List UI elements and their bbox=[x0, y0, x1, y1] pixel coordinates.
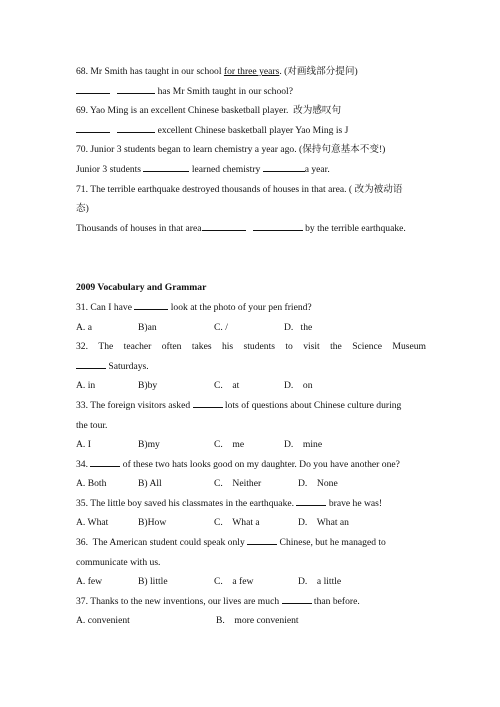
answer-blank bbox=[202, 221, 246, 231]
options-row bbox=[76, 513, 426, 533]
option-d: D. on bbox=[284, 380, 313, 392]
stem-word: Science bbox=[352, 341, 383, 353]
q68-instruction: . (对画线部分提问) bbox=[279, 66, 358, 77]
option-b: B) little bbox=[138, 576, 168, 588]
answer-blank bbox=[117, 123, 155, 133]
answer-blank bbox=[76, 359, 106, 369]
q71-answer-stem: Thousands of houses in that area bbox=[76, 222, 202, 234]
answer-blank bbox=[193, 398, 223, 408]
option-c: C. Neither bbox=[214, 478, 262, 490]
q68-text: 68. Mr Smith has taught in our school bbox=[76, 66, 224, 77]
stem-word: teacher bbox=[123, 341, 152, 353]
option-b: B)my bbox=[138, 439, 160, 451]
option-c: C. at bbox=[214, 380, 240, 392]
option-a: A. few bbox=[76, 576, 103, 588]
q68-line2 bbox=[76, 82, 426, 102]
option-b: B. more convenient bbox=[216, 615, 299, 627]
q71-answer-stem: by the terrible earthquake. bbox=[302, 222, 406, 234]
q69-line2 bbox=[76, 121, 426, 141]
question-stem bbox=[76, 357, 426, 377]
stem-text: 35. The little boy saved his classmates in the earthquake. bbox=[76, 497, 297, 509]
question-stem bbox=[76, 494, 426, 514]
answer-blank bbox=[296, 496, 326, 506]
option-a: A. Both bbox=[76, 478, 107, 490]
q69-line1: 69. Yao Ming is an excellent Chinese basketball player. 改为感叹句 bbox=[76, 105, 342, 117]
option-c: C. What a bbox=[214, 517, 260, 529]
stem-text: Chinese, but he managed to bbox=[277, 537, 386, 549]
answer-blank bbox=[247, 535, 277, 545]
question-stem bbox=[76, 298, 426, 318]
stem-text: 33. The foreign visitors asked bbox=[76, 399, 193, 411]
answer-blank bbox=[76, 84, 110, 94]
option-b: B)an bbox=[138, 321, 157, 333]
q71-line3 bbox=[76, 219, 426, 239]
q71-line1: 71. The terrible earthquake destroyed thousands of houses in that area. ( 改为被动语 bbox=[76, 183, 403, 195]
stem-text: brave he was! bbox=[326, 497, 383, 509]
q70-answer-stem: a year. bbox=[304, 163, 330, 175]
stem-word: 32. bbox=[76, 341, 88, 353]
stem-text: than before. bbox=[311, 595, 360, 607]
option-d: D. What an bbox=[298, 517, 349, 529]
q68-answer-stem: has Mr Smith taught in our school? bbox=[157, 85, 293, 97]
question-stem-cont: communicate with us. bbox=[76, 556, 161, 568]
options-row bbox=[76, 474, 426, 494]
answer-blank bbox=[143, 162, 189, 172]
stem-text: 34. bbox=[76, 458, 91, 470]
question-stem bbox=[76, 455, 426, 475]
option-a: A. convenient bbox=[76, 615, 130, 627]
question-stem bbox=[76, 396, 426, 416]
options-row bbox=[76, 572, 426, 592]
question-stem-justified bbox=[76, 337, 426, 357]
question-stem bbox=[76, 533, 426, 553]
option-d: D. the bbox=[284, 321, 313, 333]
options-row bbox=[76, 318, 426, 338]
stem-word: takes bbox=[191, 341, 212, 353]
option-d: D. None bbox=[298, 478, 338, 490]
option-b: B)by bbox=[138, 380, 158, 392]
q68-underlined-phrase: for three years bbox=[223, 66, 280, 77]
stem-word: The bbox=[98, 341, 114, 353]
stem-word: students bbox=[243, 341, 275, 353]
option-a: A. in bbox=[76, 380, 96, 392]
stem-word: his bbox=[221, 341, 234, 353]
option-c: C. me bbox=[214, 439, 245, 451]
section-heading: 2009 Vocabulary and Grammar bbox=[76, 282, 207, 294]
answer-blank bbox=[253, 221, 303, 231]
stem-word: to bbox=[285, 341, 293, 353]
q70-line1: 70. Junior 3 students began to learn chemistry a year ago. (保持句意基本不变!) bbox=[76, 144, 386, 156]
q70-answer-stem: learned chemistry bbox=[189, 163, 263, 175]
options-row bbox=[76, 376, 426, 396]
option-d: D. a little bbox=[298, 576, 342, 588]
answer-blank bbox=[263, 162, 305, 172]
answer-blank bbox=[134, 300, 168, 310]
q71-line2: 态) bbox=[76, 203, 89, 215]
question-stem-cont: the tour. bbox=[76, 419, 108, 431]
option-a: A. I bbox=[76, 439, 91, 451]
option-a: A. What bbox=[76, 517, 109, 529]
option-c: C. a few bbox=[214, 576, 254, 588]
stem-word: Museum bbox=[392, 341, 426, 353]
option-a: A. a bbox=[76, 321, 92, 333]
stem-text: 37. Thanks to the new inventions, our lives are much bbox=[76, 595, 282, 607]
stem-text: look at the photo of your pen friend? bbox=[168, 301, 312, 313]
question-stem bbox=[76, 592, 426, 612]
answer-blank bbox=[117, 84, 155, 94]
answer-blank bbox=[282, 594, 312, 604]
stem-word: often bbox=[161, 341, 182, 353]
q70-line2 bbox=[76, 160, 426, 180]
stem-text: 36. The American student could speak only bbox=[76, 537, 248, 549]
q69-answer-stem: excellent Chinese basketball player Yao Ming is J bbox=[157, 124, 349, 136]
stem-word: visit bbox=[303, 341, 320, 353]
option-d: D. mine bbox=[284, 439, 323, 451]
option-b: B)How bbox=[138, 517, 167, 529]
answer-blank bbox=[90, 457, 120, 467]
exam-page bbox=[76, 62, 426, 631]
stem-text: Saturdays. bbox=[106, 360, 149, 372]
stem-text: 31. Can I have bbox=[76, 301, 135, 313]
q70-answer-stem: Junior 3 students bbox=[76, 163, 144, 175]
stem-word: the bbox=[330, 341, 342, 353]
answer-blank bbox=[76, 123, 110, 133]
q68-line1 bbox=[76, 62, 426, 82]
stem-text: lots of questions about Chinese culture during bbox=[222, 399, 402, 411]
stem-text: of these two hats looks good on my daughter. Do you have another one? bbox=[120, 458, 400, 470]
option-c: C. / bbox=[214, 321, 228, 333]
options-row bbox=[76, 611, 426, 631]
options-row bbox=[76, 435, 426, 455]
option-b: B) All bbox=[138, 478, 162, 490]
